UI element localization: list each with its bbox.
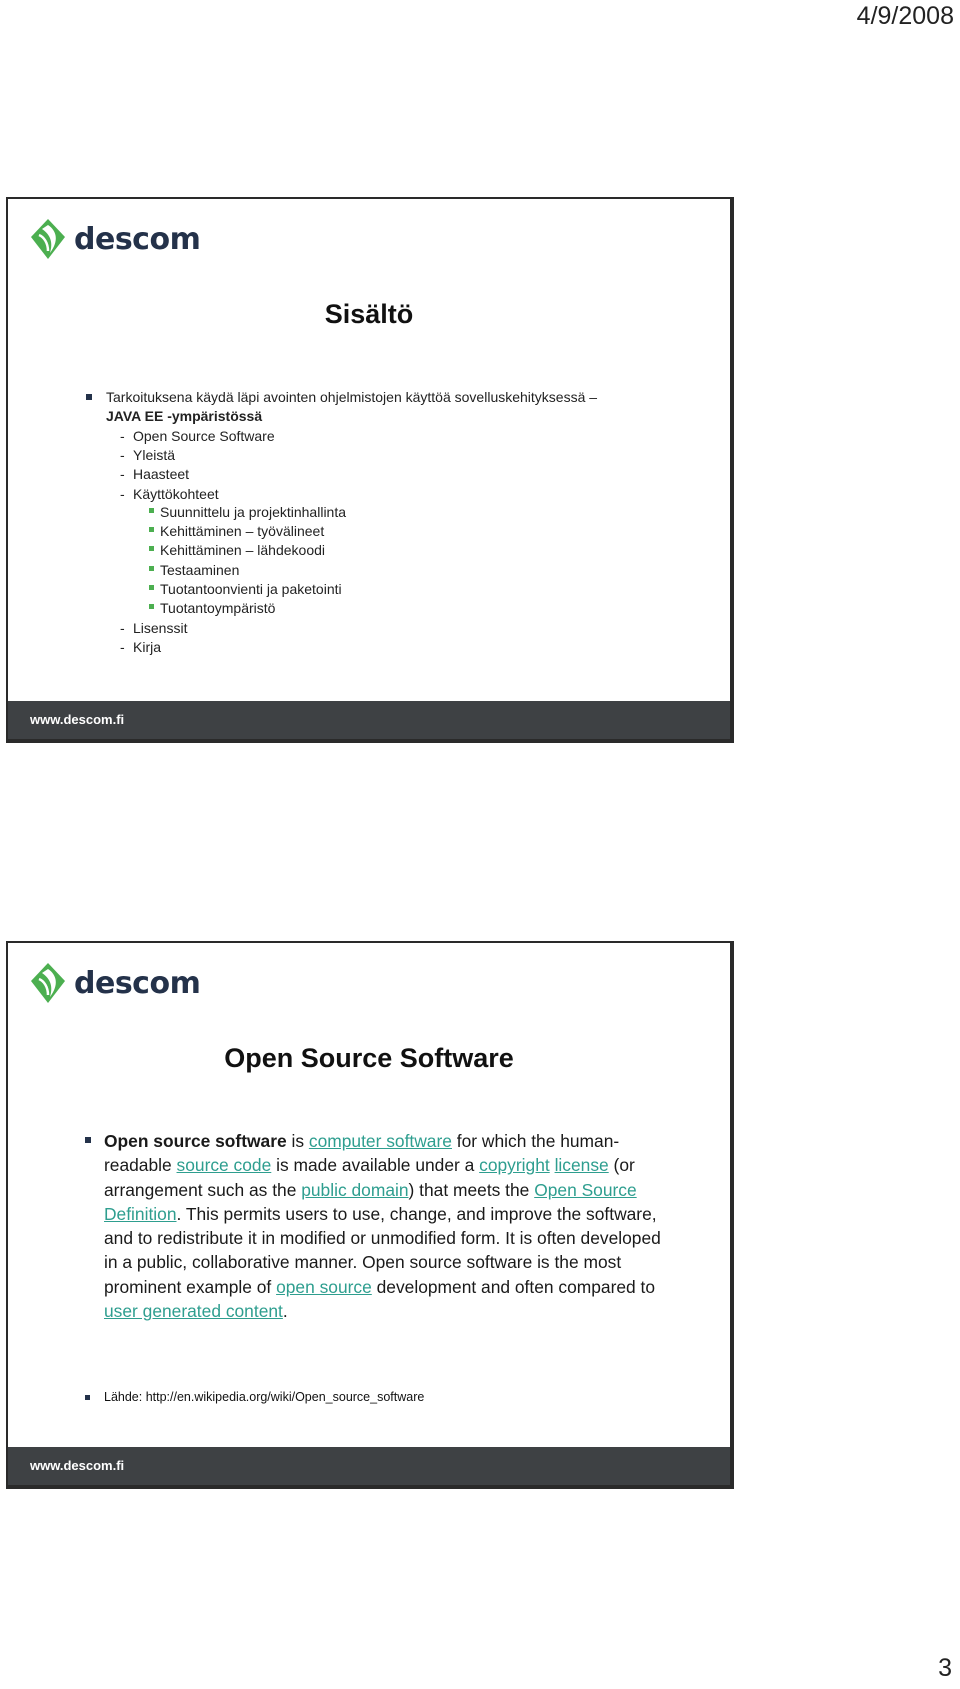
link-open-source-definition[interactable]: Open Source Definition: [104, 1179, 637, 1224]
list-item: Suunnittelu ja projektinhallinta: [160, 503, 346, 522]
list-item: Testaaminen: [160, 561, 346, 580]
green-bullet-icon: [149, 527, 154, 532]
topic-list-2: [120, 619, 187, 657]
source-text: Lähde: http://en.wikipedia.org/wiki/Open_source_software: [104, 1390, 425, 1404]
square-bullet-icon: [86, 394, 92, 400]
green-bullet-icon: [149, 566, 154, 571]
green-bullet-icon: [149, 585, 154, 590]
link-user-generated-content[interactable]: user generated content: [104, 1301, 283, 1322]
link-copyright[interactable]: copyright: [479, 1155, 550, 1176]
list-item: Kehittäminen – työvälineet: [160, 522, 346, 541]
leaf-logo-icon: [28, 961, 68, 1005]
list-item: Tuotantoonvienti ja paketointi: [160, 580, 346, 599]
descom-logo: [28, 217, 200, 261]
list-item: - Yleistä: [120, 447, 176, 464]
source-citation: [104, 1390, 424, 1404]
slide-title: Open Source Software: [224, 1043, 514, 1073]
link-source-code[interactable]: source code: [176, 1155, 272, 1176]
link-open-source[interactable]: open source: [276, 1276, 372, 1297]
list-item: Kehittäminen – lähdekoodi: [160, 541, 346, 560]
link-computer-software[interactable]: computer software: [308, 1131, 452, 1151]
descom-logo: [28, 961, 200, 1005]
topic-list: [120, 427, 275, 504]
term: Open source software: [104, 1131, 287, 1151]
logo-text: descom: [74, 965, 201, 1001]
slide-footer: [8, 701, 730, 739]
green-bullet-icon: [149, 508, 154, 513]
footer-url: www.descom.fi: [30, 1458, 125, 1473]
list-item: - Kirja: [120, 639, 162, 656]
slide-title: Sisältö: [324, 299, 414, 329]
page-number: 3: [938, 1654, 952, 1682]
green-bullet-icon: [149, 604, 154, 609]
list-item: - Lisenssit: [120, 620, 188, 636]
page-date: 4/9/2008: [856, 2, 954, 30]
slide-footer: [8, 1447, 730, 1485]
logo-text: descom: [74, 221, 201, 257]
square-bullet-icon: [85, 1395, 90, 1400]
leaf-logo-icon: [28, 217, 68, 261]
list-item: - Haasteet: [120, 466, 190, 483]
list-item: - Open Source Software: [120, 428, 275, 444]
green-bullet-icon: [149, 546, 154, 551]
link-license[interactable]: license: [554, 1155, 609, 1176]
intro-line-1: Tarkoituksena käydä läpi avointen ohjelmistojen käyttöä sovelluskehityksessä –: [106, 389, 598, 405]
intro-item: [106, 388, 666, 426]
slide-open-source: [6, 941, 734, 1489]
slide-contents: [6, 197, 734, 743]
definition-paragraph: Open source software is computer software for which the human-readable source code is made available under a copyright license (or arrangement such as the public domain) that meets the Open Source Definition. This permits users to use, change, and improve the software, and to redistribute it in modified or unmodified form. It is often developed in a public, collaborative manner. Open source software is the most prominent example of open source development and often compared to user generated content.: [104, 1129, 664, 1323]
square-bullet-icon: [85, 1137, 91, 1143]
list-item: Tuotantoympäristö: [160, 599, 346, 618]
list-item: - Käyttökohteet: [120, 485, 219, 502]
link-public-domain[interactable]: public domain: [301, 1179, 409, 1200]
intro-line-2: JAVA EE -ympäristössä: [106, 408, 263, 424]
subtopic-list: [160, 503, 346, 618]
footer-url: www.descom.fi: [30, 712, 125, 727]
